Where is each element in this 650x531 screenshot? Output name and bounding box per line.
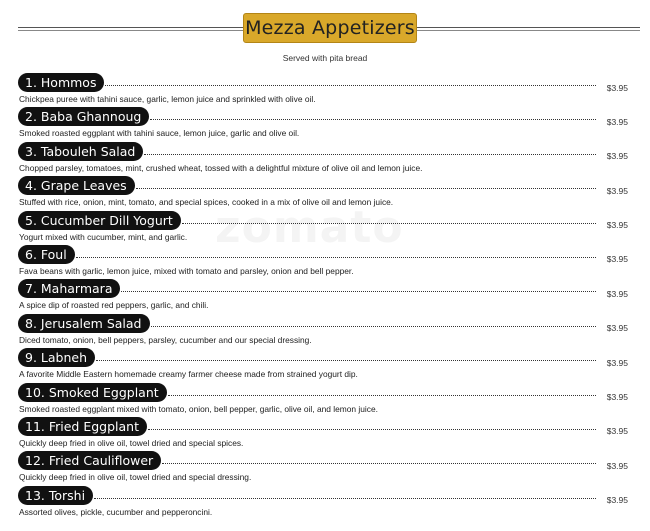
- menu-item: [18, 382, 628, 416]
- menu-item-header: [18, 175, 628, 196]
- menu-item-name: 7. Maharmara: [18, 279, 120, 298]
- menu-list: [18, 72, 628, 519]
- menu-item-description: Fava beans with garlic, lemon juice, mixed with tomato and parsley, onion and bell pepper.: [19, 265, 354, 276]
- menu-item-description: Quickly deep fried in olive oil, towel dried and special dressing.: [19, 472, 252, 483]
- menu-item-name: 8. Jerusalem Salad: [18, 314, 150, 333]
- menu-item-price: $3.95: [606, 185, 628, 196]
- menu-item-header: [18, 141, 628, 162]
- menu-item-name: 10. Smoked Eggplant: [18, 383, 167, 402]
- menu-item-price: $3.95: [606, 495, 628, 506]
- menu-item-header: [18, 244, 628, 265]
- menu-item-header: [18, 210, 628, 231]
- menu-item-name: 1. Hommos: [18, 73, 104, 92]
- menu-item-description: Quickly deep fried in olive oil, towel dried and special spices.: [19, 437, 244, 448]
- menu-item-price: $3.95: [606, 357, 628, 368]
- menu-item-price: $3.95: [606, 426, 628, 437]
- menu-item: [18, 244, 628, 278]
- dotted-leader: [96, 360, 596, 361]
- menu-item: [18, 450, 628, 484]
- dotted-leader: [76, 257, 596, 258]
- menu-item-description: Chopped parsley, tomatoes, mint, crushed wheat, tossed with a delightful mixture of olive oil and lemon juice.: [19, 162, 423, 173]
- menu-item: [18, 210, 628, 244]
- menu-item-header: [18, 278, 628, 299]
- menu-item-price: $3.95: [606, 116, 628, 127]
- menu-item-header: [18, 450, 628, 471]
- menu-item-header: [18, 106, 628, 127]
- dotted-leader: [144, 154, 596, 155]
- menu-item-price: $3.95: [606, 288, 628, 299]
- menu-item: [18, 347, 628, 381]
- page-title: Mezza Appetizers: [243, 13, 417, 43]
- dotted-leader: [136, 188, 596, 189]
- dotted-leader: [148, 429, 596, 430]
- menu-item-price: $3.95: [606, 220, 628, 231]
- dotted-leader: [105, 85, 596, 86]
- menu-item: [18, 106, 628, 140]
- dotted-leader: [151, 326, 597, 327]
- menu-item-description: A favorite Middle Eastern homemade creamy farmer cheese made from strained yogurt dip.: [19, 369, 358, 380]
- menu-item-description: Stuffed with rice, onion, mint, tomato, and special spices, cooked in a mix of olive oil and lemon juice.: [19, 197, 394, 208]
- menu-item-price: $3.95: [606, 151, 628, 162]
- menu-item-header: [18, 485, 628, 506]
- menu-item-price: $3.95: [606, 460, 628, 471]
- menu-item-header: [18, 72, 628, 93]
- menu-item-name: 4. Grape Leaves: [18, 176, 135, 195]
- menu-item-description: Smoked roasted eggplant with tahini sauce, lemon juice, garlic and olive oil.: [19, 128, 300, 139]
- menu-item-name: 12. Fried Cauliflower: [18, 451, 161, 470]
- dotted-leader: [182, 223, 596, 224]
- menu-item: [18, 175, 628, 209]
- menu-item: [18, 278, 628, 312]
- dotted-leader: [94, 498, 596, 499]
- menu-item-name: 2. Baba Ghannoug: [18, 107, 149, 126]
- menu-item: [18, 313, 628, 347]
- menu-item-price: $3.95: [606, 254, 628, 265]
- menu-item-description: Diced tomato, onion, bell peppers, parsley, cucumber and our special dressing.: [19, 334, 312, 345]
- menu-item-price: $3.95: [606, 82, 628, 93]
- dotted-leader: [162, 463, 596, 464]
- dotted-leader: [168, 395, 596, 396]
- dotted-leader: [121, 291, 596, 292]
- menu-item: [18, 485, 628, 519]
- menu-item-header: [18, 416, 628, 437]
- dotted-leader: [150, 119, 596, 120]
- menu-item-description: A spice dip of roasted red peppers, garlic, and chili.: [19, 300, 209, 311]
- menu-item-header: [18, 347, 628, 368]
- menu-item-name: 3. Tabouleh Salad: [18, 142, 143, 161]
- menu-item-price: $3.95: [606, 323, 628, 334]
- menu-item: [18, 416, 628, 450]
- menu-item-header: [18, 313, 628, 334]
- menu-item-description: Chickpea puree with tahini sauce, garlic, lemon juice and sprinkled with olive oil.: [19, 94, 316, 104]
- menu-item-name: 6. Foul: [18, 245, 75, 264]
- menu-item-name: 11. Fried Eggplant: [18, 417, 147, 436]
- menu-item: [18, 141, 628, 175]
- menu-item-description: Assorted olives, pickle, cucumber and pepperoncini.: [19, 506, 213, 517]
- menu-item-description: Smoked roasted eggplant mixed with tomato, onion, bell pepper, garlic, olive oil, and lemon juice.: [19, 403, 378, 414]
- menu-item-name: 5. Cucumber Dill Yogurt: [18, 211, 181, 230]
- page-subtitle: Served with pita bread: [282, 53, 368, 63]
- menu-item-name: 13. Torshi: [18, 486, 93, 505]
- menu-item-name: 9. Labneh: [18, 348, 95, 367]
- menu-item: [18, 72, 628, 106]
- menu-item-description: Yogurt mixed with cucumber, mint, and garlic.: [19, 231, 188, 242]
- menu-item-header: [18, 382, 628, 403]
- menu-item-price: $3.95: [606, 392, 628, 403]
